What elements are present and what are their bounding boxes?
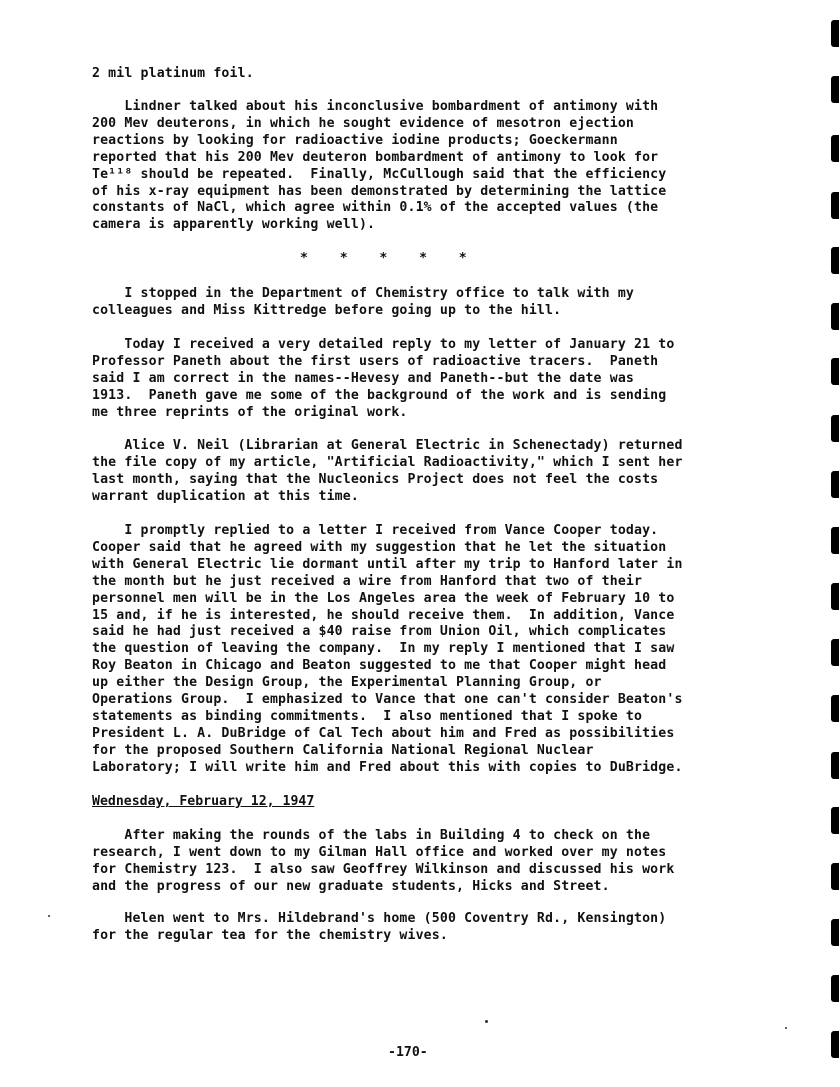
edge-mark — [831, 807, 839, 834]
scan-speck — [485, 1020, 488, 1023]
paragraph-neil: Alice V. Neil (Librarian at General Electric in Schenectady) returned the file copy of my article, "Artificial Radioactivity," which I sent her last month, saying that the Nucleonics Project does not feel the costs warrant duplication at this time. — [92, 438, 683, 504]
edge-mark — [831, 471, 839, 498]
scan-speck — [785, 1027, 787, 1029]
edge-mark — [831, 247, 839, 274]
paragraph-paneth: Today I received a very detailed reply to my letter of January 21 to Professor Paneth about the first users of radioactive tracers. Paneth said I am correct in the names--Hevesy and Paneth--but the date was 1913. Paneth gave me some of the background of the work and is sending me three reprints of the original work. — [92, 337, 675, 420]
edge-mark — [831, 583, 839, 610]
edge-mark — [831, 695, 839, 722]
edge-mark — [831, 527, 839, 554]
edge-mark — [831, 863, 839, 890]
date-heading: Wednesday, February 12, 1947 — [92, 794, 315, 809]
edge-mark — [831, 975, 839, 1002]
paragraph-lindner: Lindner talked about his inconclusive bombardment of antimony with 200 Mev deuterons, in which he sought evidence of mesotron ejection reactions by looking for radioactive iodine products; Goeckermann reported that his 200 Mev deuteron bombardment of antimony to look for Te¹¹⁸ should be repeated. Finally, McCullough said that the efficiency of his x-ray equipment has been demonstrated by determining the lattice constants of NaCl, which agree within 0.1% of the accepted values (the camera is apparently working well). — [92, 99, 667, 233]
edge-mark — [831, 358, 839, 385]
page-number: -170- — [388, 1045, 428, 1060]
scan-speck — [48, 915, 50, 917]
edge-mark — [831, 1031, 839, 1058]
edge-mark — [831, 135, 839, 162]
section-separator: * * * * * — [300, 251, 467, 266]
edge-mark — [831, 20, 839, 47]
paragraph-cooper: I promptly replied to a letter I received from Vance Cooper today. Cooper said that he agreed with my suggestion that he let the situation with General Electric lie dormant until after my trip to Hanford later in the month but he just received a wire from Hanford that two of their personnel men will be in the Los Angeles area the week of February 10 to 15 and, if he is interested, he should receive them. In addition, Vance said he had just received a $40 raise from Union Oil, which complicates the question of leaving the company. In my reply I mentioned that I saw Roy Beaton in Chicago and Beaton suggested to me that Cooper might head up either the Design Group, the Experimental Planning Group, or Operations Group. I emphasized to Vance that one can't consider Beaton's statements as binding commitments. I also mentioned that I spoke to President L. A. DuBridge of Cal Tech about him and Fred as possibilities for the proposed Southern California National Regional Nuclear Laboratory; I will write him and Fred about this with copies to DuBridge. — [92, 523, 683, 775]
edge-mark — [831, 303, 839, 330]
edge-mark — [831, 752, 839, 779]
paragraph-lab-rounds: After making the rounds of the labs in Building 4 to check on the research, I went down to my Gilman Hall office and worked over my notes for Chemistry 123. I also saw Geoffrey Wilkinson and discussed his work and the progress of our new graduate students, Hicks and Street. — [92, 828, 675, 894]
edge-mark — [831, 919, 839, 946]
edge-mark — [831, 192, 839, 219]
opening-line: 2 mil platinum foil. — [92, 66, 254, 81]
edge-mark — [831, 639, 839, 666]
edge-mark — [831, 415, 839, 442]
paragraph-helen: Helen went to Mrs. Hildebrand's home (500 Coventry Rd., Kensington) for the regular tea for the chemistry wives. — [92, 911, 667, 943]
edge-mark — [831, 76, 839, 103]
scan-edge-marks — [828, 0, 840, 1087]
paragraph-chemistry-office: I stopped in the Department of Chemistry office to talk with my colleagues and Miss Kittredge before going up to the hill. — [92, 286, 634, 318]
